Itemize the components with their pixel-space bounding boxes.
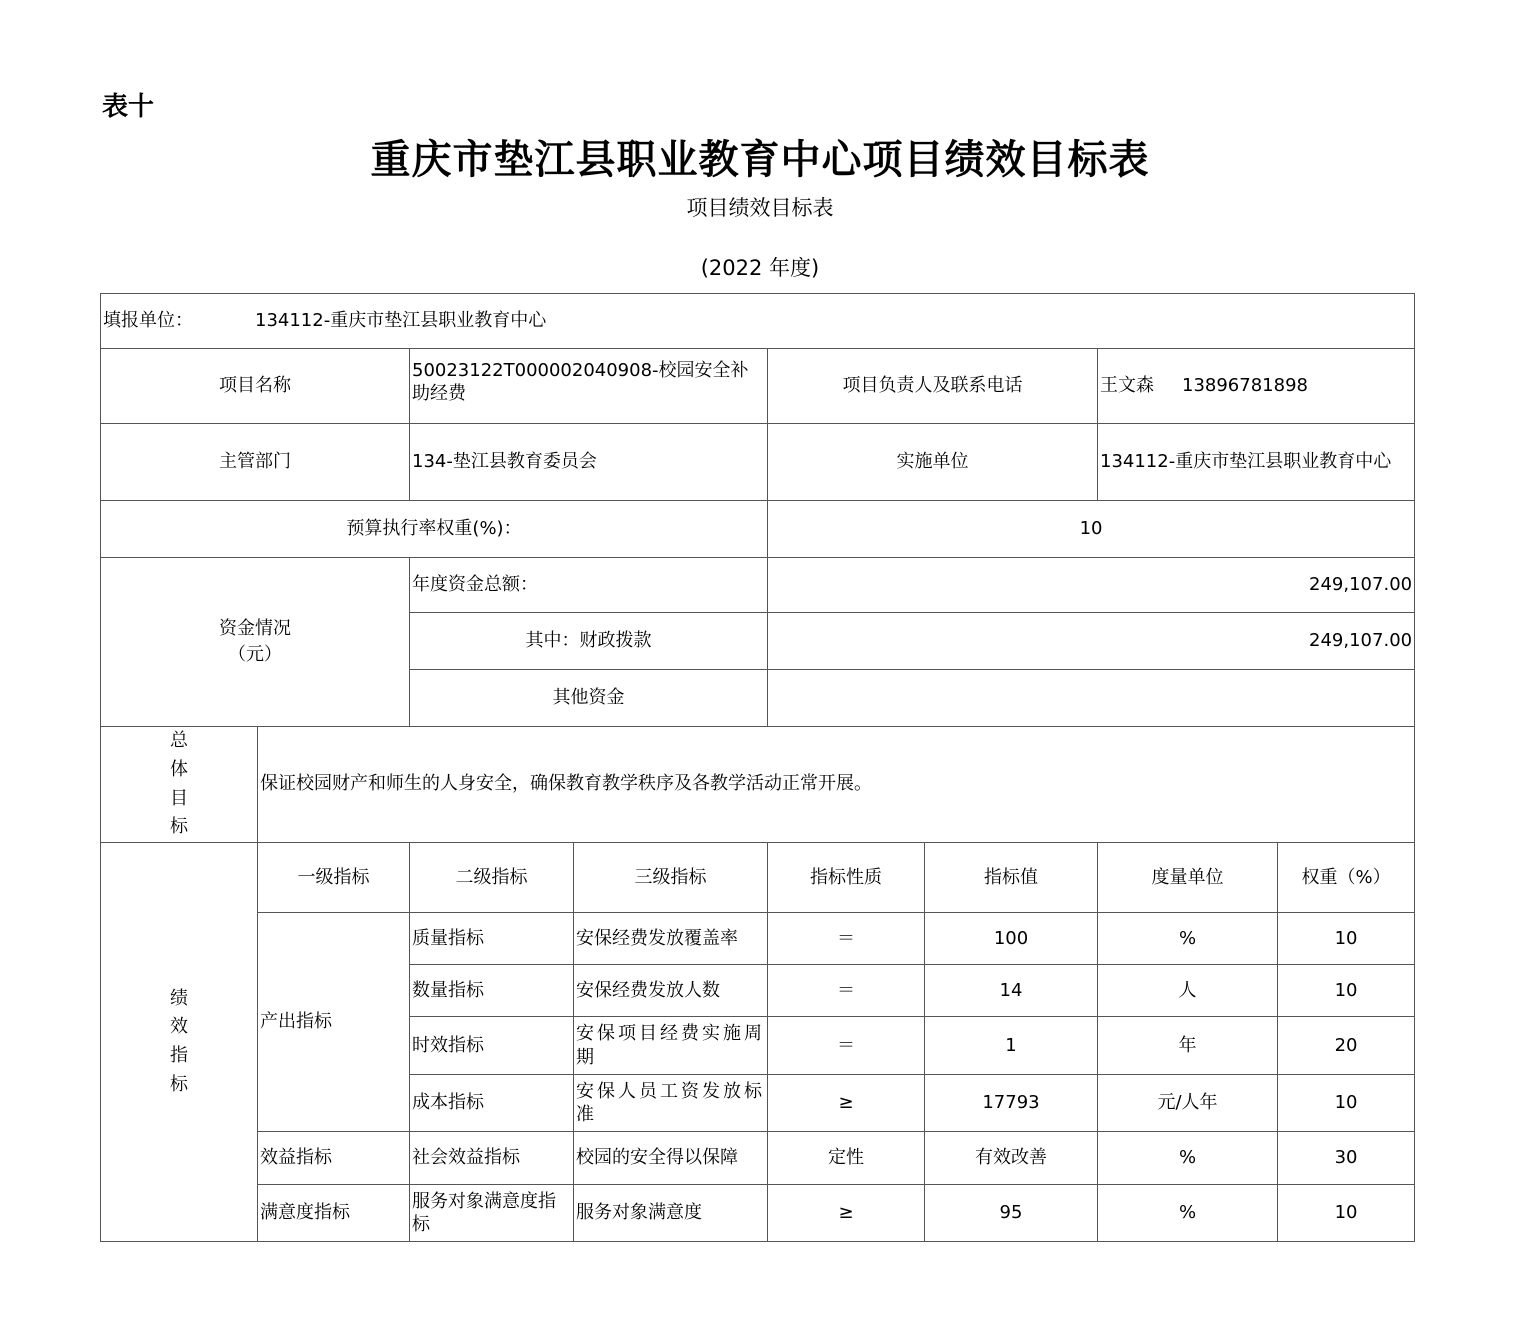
level2-cell: 质量指标 xyxy=(410,913,574,965)
level3-cell: 安保经费发放覆盖率 xyxy=(574,913,768,965)
value-cell: 17793 xyxy=(925,1075,1098,1132)
level2-cell: 时效指标 xyxy=(410,1017,574,1075)
nature-cell: ≥ xyxy=(768,1185,925,1242)
fiscal-value: 249,107.00 xyxy=(768,613,1415,670)
unit-cell: % xyxy=(1098,1132,1278,1185)
other-funds-label: 其他资金 xyxy=(410,670,768,727)
unit-cell: 元/人年 xyxy=(1098,1075,1278,1132)
fiscal-label: 其中：财政拨款 xyxy=(410,613,768,670)
weight-cell: 10 xyxy=(1278,1075,1415,1132)
table-row xyxy=(101,913,1415,965)
level3-cell: 校园的安全得以保障 xyxy=(574,1132,768,1185)
competent-dept-label: 主管部门 xyxy=(101,424,410,501)
value-cell: 100 xyxy=(925,913,1098,965)
header-level3: 三级指标 xyxy=(574,843,768,913)
overall-goal-char: 总 xyxy=(170,730,188,751)
perf-indicator-char: 效 xyxy=(170,1016,188,1038)
weight-cell: 10 xyxy=(1278,965,1415,1017)
level1-cell: 效益指标 xyxy=(258,1132,410,1185)
performance-goal-table xyxy=(100,293,1414,1240)
header-level1: 一级指标 xyxy=(258,843,410,913)
perf-indicator-char: 标 xyxy=(170,1073,188,1095)
level2-cell: 社会效益指标 xyxy=(410,1132,574,1185)
funds-unit: （元） xyxy=(228,644,282,665)
indicator-header-row xyxy=(101,843,1415,913)
weight-cell: 20 xyxy=(1278,1017,1415,1075)
value-cell: 95 xyxy=(925,1185,1098,1242)
perf-indicator-char: 指 xyxy=(170,1045,188,1067)
nature-cell: ≥ xyxy=(768,1075,925,1132)
page-subtitle: 项目绩效目标表 xyxy=(686,196,834,220)
value-cell: 有效改善 xyxy=(925,1132,1098,1185)
other-funds-value xyxy=(768,670,1415,727)
budget-weight-value: 10 xyxy=(768,501,1415,558)
level2-cell: 数量指标 xyxy=(410,965,574,1017)
budget-weight-label: 预算执行率权重(%)： xyxy=(101,501,768,558)
level1-cell: 满意度指标 xyxy=(258,1185,410,1242)
overall-goal-row xyxy=(101,727,1415,843)
level1-cell: 产出指标 xyxy=(258,913,410,1132)
level2-cell: 成本指标 xyxy=(410,1075,574,1132)
implementing-unit-value: 134112-重庆市垫江县职业教育中心 xyxy=(1098,424,1415,501)
department-row xyxy=(101,424,1415,501)
annual-total-row xyxy=(101,558,1415,613)
unit-cell: 人 xyxy=(1098,965,1278,1017)
project-name-value: 50023122T000002040908-校园安全补助经费 xyxy=(410,349,768,424)
overall-goal-value: 保证校园财产和师生的人身安全，确保教育教学秩序及各教学活动正常开展。 xyxy=(258,727,1415,843)
overall-goal-label xyxy=(101,727,258,843)
nature-cell: ＝ xyxy=(768,1017,925,1075)
value-cell: 14 xyxy=(925,965,1098,1017)
project-name-row xyxy=(101,349,1415,424)
perf-indicator-char: 绩 xyxy=(170,987,188,1009)
nature-cell: ＝ xyxy=(768,965,925,1017)
funds-label: 资金情况 xyxy=(219,617,291,639)
level3-cell: 服务对象满意度 xyxy=(574,1185,768,1242)
page-title: 重庆市垫江县职业教育中心项目绩效目标表 xyxy=(370,136,1150,183)
overall-goal-char: 目 xyxy=(170,787,188,809)
project-name-label: 项目名称 xyxy=(101,349,410,424)
header-weight: 权重（%） xyxy=(1278,843,1415,913)
funds-label-cell xyxy=(101,558,410,727)
reporting-unit-cell xyxy=(101,294,1415,349)
level3-cell: 安保项目经费实施周期 xyxy=(574,1017,768,1075)
project-leader-name: 王文森 xyxy=(1100,374,1154,396)
header-nature: 指标性质 xyxy=(768,843,925,913)
table-label: 表十 xyxy=(102,92,155,122)
project-leader-label: 项目负责人及联系电话 xyxy=(768,349,1098,424)
project-leader-phone: 13896781898 xyxy=(1182,374,1308,396)
weight-cell: 30 xyxy=(1278,1132,1415,1185)
competent-dept-value: 134-垫江县教育委员会 xyxy=(410,424,768,501)
table-row xyxy=(101,1185,1415,1242)
reporting-unit-label: 填报单位： xyxy=(103,309,193,331)
weight-cell: 10 xyxy=(1278,1185,1415,1242)
value-cell: 1 xyxy=(925,1017,1098,1075)
overall-goal-char: 标 xyxy=(170,816,188,838)
reporting-unit-value: 134112-重庆市垫江县职业教育中心 xyxy=(255,309,547,331)
header-level2: 二级指标 xyxy=(410,843,574,913)
overall-goal-char: 体 xyxy=(170,758,188,780)
header-unit: 度量单位 xyxy=(1098,843,1278,913)
unit-cell: 年 xyxy=(1098,1017,1278,1075)
nature-cell: ＝ xyxy=(768,913,925,965)
level3-cell: 安保人员工资发放标准 xyxy=(574,1075,768,1132)
reporting-unit-row xyxy=(101,294,1415,349)
project-leader-cell xyxy=(1098,349,1415,424)
unit-cell: % xyxy=(1098,1185,1278,1242)
header-value: 指标值 xyxy=(925,843,1098,913)
level2-cell: 服务对象满意度指标 xyxy=(410,1185,574,1242)
perf-indicator-label xyxy=(101,843,258,1242)
annual-total-label: 年度资金总额： xyxy=(410,558,768,613)
unit-cell: % xyxy=(1098,913,1278,965)
budget-weight-row xyxy=(101,501,1415,558)
annual-total-value: 249,107.00 xyxy=(768,558,1415,613)
nature-cell: 定性 xyxy=(768,1132,925,1185)
level3-cell: 安保经费发放人数 xyxy=(574,965,768,1017)
table-row xyxy=(101,1132,1415,1185)
implementing-unit-label: 实施单位 xyxy=(768,424,1098,501)
weight-cell: 10 xyxy=(1278,913,1415,965)
fiscal-year: (2022 年度) xyxy=(700,256,820,280)
